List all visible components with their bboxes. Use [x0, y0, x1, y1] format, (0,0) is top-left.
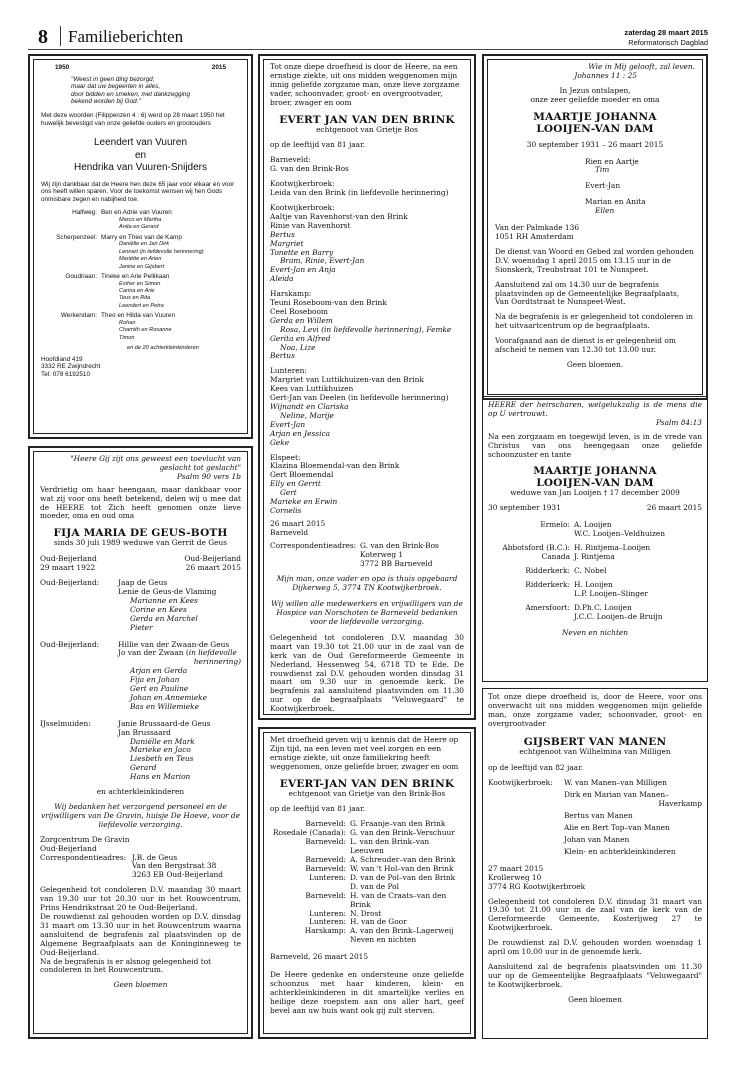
family-members	[101, 273, 169, 310]
spouse-line: echtgenoot van Wilhelmina van Milligen	[519, 746, 671, 756]
family-member-name: A. van den Brink–Lagerweij	[350, 926, 454, 936]
bible-quote: HEERE der heirscharen, welgelukzalig is de mens die op U vertrouwt. Psalm 84:13	[488, 401, 702, 427]
family-member-name: W. van 't Hol–van den Brink	[350, 863, 454, 873]
family-member-name: Bertus	[270, 229, 295, 239]
family-place: Lunteren:	[309, 908, 346, 918]
family-member-name: Tineke en Arie Pellikaan	[101, 273, 170, 281]
family-place: Barneveld:	[305, 855, 346, 865]
page-header	[28, 22, 708, 50]
family-member-name: Aleida	[270, 274, 294, 284]
family-member-name: H. van de Goor	[350, 917, 407, 927]
family-member-name: Evert-Jan	[270, 419, 306, 429]
widow-line: sinds 30 juli 1989 weduwe van Gerrit de Geus	[53, 538, 228, 548]
family-member-name: Ceel Roseboom	[270, 306, 328, 316]
family-row	[488, 604, 702, 622]
great-grandchildren: en achterkleinkinderen	[96, 787, 185, 797]
family-members	[574, 567, 606, 576]
family-group	[585, 198, 695, 216]
family-place: Ermelo:	[540, 520, 570, 530]
family-member-name: Noa, Lize	[280, 342, 316, 352]
family-member-name: Neven en nichten	[350, 935, 417, 945]
correspondence-address: Correspondentieadres: J.B. de Geus Van den Bergstraat 38 3263 EB Oud-Beijerland	[40, 852, 224, 880]
family-member-name: Gerita en Alfred	[270, 333, 331, 343]
family-group	[41, 273, 240, 310]
couple-names: Leendert van Vuuren en Hendrika van Vuuren-Snijders	[73, 137, 208, 174]
intro-text: Met droefheid geven wij u kennis dat de Heere op Zijn tijd, na een leven met veel zorgen en een ernstige ziekte, uit onze familiekring heeft weggenomen, onze geliefde broer, zwager en oom	[270, 735, 459, 771]
grandchild-name: Lennart (in liefdevolle herinnering)	[119, 248, 204, 255]
family-place: Lunteren:	[309, 917, 346, 927]
grandchild-name: Corine en Kees	[130, 604, 187, 614]
family-member-name: G. van den Brink-Bos	[270, 164, 349, 174]
fija-obituary	[28, 446, 253, 1039]
family-member-name: H. Looijen	[574, 579, 613, 589]
age-line: op de leeftijd van 81 jaar.	[270, 140, 366, 150]
laid-out-note: Mijn man, onze vader en opa is thuis opgebaard Dijkerweg 5, 3774 TN Kootwijkerbroek.	[276, 574, 458, 593]
family-member-name: G. Fraanje–van den Brink	[350, 819, 446, 829]
grandchild-name: Esther en Simon	[119, 280, 161, 287]
grandchild-name: Hans en Marion	[130, 772, 191, 782]
family-row	[488, 581, 702, 599]
family-member-name: Tonette en Barry	[270, 247, 334, 257]
family-group	[270, 156, 464, 174]
family-group	[40, 579, 241, 632]
family-member-name: Cornelis	[270, 505, 302, 515]
intro-text: Tot onze diepe droefheid is, door de Heere, voor ons onverwacht uit ons midden weggenomen mijn geliefde man, onze zorgzame vader, schoonvader, groot- en overgrootvader	[488, 693, 702, 728]
family-members	[574, 581, 648, 599]
bible-quote: "Weest in geen ding bezorgd; maar dat uw begeerten in alles, door bidden en smeken, met dankzegging bekend worden bij God."	[71, 75, 191, 106]
family-place: Canada	[541, 551, 570, 561]
grandchild-name: Daniëlle en Jan Dirk	[119, 241, 170, 248]
spouse-line: echtgenoot van Grietje Bos	[316, 124, 418, 134]
family-members	[118, 579, 241, 632]
family-group	[270, 367, 464, 447]
family-member-name: Neline, Marije	[280, 410, 334, 420]
family-list: Kootwijkerbroek: W. van Manen–van Milligen Dirk en Marian van Manen– Haverkamp Bertus van Manen Alie en Bert Top–van Manen Johan van Manen Klein- en achterkleinkinderen	[488, 778, 702, 856]
date-place: 26 maart 2015 Barneveld	[270, 518, 326, 537]
grandchild-name: Ellen	[595, 206, 615, 216]
family-member-name: Hillie van der Zwaan-de Geus	[118, 639, 230, 649]
deceased-name: GIJSBERT VAN MANEN	[523, 735, 667, 748]
section-title: Familieberichten	[68, 27, 184, 46]
condolence-info: Gelegenheid tot condoleren D.V. maandag 30 maart van 19.30 tot 21.00 uur in de zaal van de kerk van de Oud Gereformeerde Gemeente in Nederland, Hessenweg 54, 6718 TD te Ede. De rouwdienst zal D.V. gehouden worden dinsdag 31 maart om 9.30 uur in genoemde kerk. De begrafenis zal aansluitend plaatsvinden om 11.30 uur op de begraafplaats "Veluwegaard" te Kootwijkerbroek.	[270, 632, 464, 714]
widow-line: weduwe van Jan Looijen † 17 december 2009	[510, 488, 680, 498]
family-place: Rosedale (Canada):	[272, 828, 346, 838]
age-line: op de leeftijd van 82 jaar.	[488, 762, 584, 772]
family-group	[41, 209, 240, 231]
evert-jan-obituary-siblings	[258, 727, 476, 1039]
family-member-name: Margriet	[270, 238, 304, 248]
family-group	[270, 204, 464, 284]
life-dates: 30 september 1931 – 26 maart 2015	[526, 139, 664, 149]
grandchild-name: Marianne en Kees	[130, 595, 198, 605]
maartje-obituary-family	[482, 54, 708, 400]
grandchild-name: Arjan en Gerda	[130, 666, 188, 676]
spouse-line: echtgenoot van Grietje van den Brink-Bos	[288, 788, 446, 798]
intro-text: Tot onze diepe droefheid is door de Heere, na een ernstige ziekte, uit ons midden weggenomen mijn innig geliefde zorgzame man, onze lieve zorgzame vader, schoonvader, groot- en overgrootvader, broer, zwager en oom	[270, 62, 460, 107]
family-member-name: Gert Bloemendal	[270, 470, 334, 480]
family-members	[574, 553, 615, 562]
family-member-name: Lenie de Geus-de Vlaming	[118, 586, 217, 596]
family-member-name: L. van den Brink–van Leeuwen	[350, 837, 430, 856]
family-row	[270, 892, 464, 910]
family-place: Barneveld:	[270, 155, 311, 165]
family-member-name: Klazina Bloemendal-van den Brink	[270, 461, 400, 471]
family-group	[41, 312, 240, 342]
family-member-name: Evert-Jan	[585, 181, 621, 191]
grandchild-name: Johan en Annemieke	[130, 692, 207, 702]
family-member-name: Gerda en Willem	[270, 315, 333, 325]
birth-death-dates: Oud-Beijerland 29 maart 1922 Oud-Beijerland 26 maart 2015	[40, 554, 241, 573]
memorial-note: herinnering)	[193, 657, 241, 667]
no-flowers: Geen bloemen.	[566, 359, 624, 369]
great-grandchildren: en de 20 achterkleinkinderen	[127, 345, 199, 352]
family-group	[41, 234, 240, 271]
family-member-name: G. van den Brink–Verschuur	[350, 828, 455, 838]
family-list	[41, 209, 240, 342]
grandchild-name: Liesbeth en Teus	[130, 754, 194, 764]
date-place: Barneveld, 26 maart 2015	[270, 952, 369, 962]
life-dates: 30 september 1931 26 maart 2015	[488, 503, 702, 513]
deceased-name: EVERT-JAN VAN DEN BRINK	[279, 777, 455, 790]
family-member-name: A. Schreuder–van den Brink	[350, 855, 456, 865]
family-member-name: Rien en Aartje	[585, 156, 639, 166]
condolence-info: Na de begrafenis is er gelegenheid tot condoleren in het uitvaartcentrum op de begraafplaats.	[495, 312, 694, 331]
family-group	[270, 290, 464, 361]
correspondence-address: Correspondentieadres: G. van den Brink-Bos Koterweg 1 3772 BB Barneveld	[270, 540, 439, 568]
family-row	[488, 567, 702, 576]
family-member-name: Marieke en Erwin	[270, 497, 338, 507]
deceased-name: EVERT JAN VAN DEN BRINK	[279, 113, 455, 126]
care-home: Zorgcentrum De Gravin Oud-Beijerland	[40, 834, 130, 853]
burial-info: Aansluitend zal om 14.30 uur de begrafenis plaatsvinden op de Gemeentelijke Begraafplaats, Van Oordtstraat te Nunspeet-West.	[495, 279, 680, 307]
family-group	[40, 720, 241, 782]
family-list	[270, 156, 464, 516]
farewell-info: Voorafgaand aan de dienst is er gelegenheid om afscheid te nemen van 12.30 tot 13.00 uur.	[495, 336, 676, 355]
family-member-name: Evert-Jan en Anja	[270, 265, 336, 275]
family-member-name: Bram, Rinie, Evert-Jan	[280, 256, 365, 266]
family-group	[585, 158, 695, 176]
family-place: Barneveld:	[305, 863, 346, 873]
family-row	[488, 553, 702, 562]
bible-quote: "Heere Gij zijt ons geweest een toevlucht van geslacht tot geslacht" Psalm 90 vers 1b	[70, 454, 241, 481]
family-member-name: Arjan en Jessica	[270, 428, 330, 438]
family-place: Kootwijkerbroek:	[270, 179, 335, 189]
family-place: Lunteren:	[270, 366, 307, 376]
family-member-name: H. van de Craats–van den Brink	[350, 890, 447, 909]
family-member-name: Geke	[270, 437, 290, 447]
family-place: Abbotsford (B.C.):	[502, 543, 570, 553]
family-member-name: Elly en Gerrit	[270, 479, 321, 489]
condolence-info: Gelegenheid tot condoleren D.V. maandag 30 maart van 19.30 uur tot 20.30 uur in het Rouwcentrum, Prins Hendrikstraat 20 te Oud-Beijerland.	[40, 885, 241, 913]
family-list	[270, 820, 464, 945]
family-place: IJsselmuiden:	[40, 718, 91, 728]
family-member-name: Ben en Adrie van Vuuren	[101, 209, 172, 217]
family-member-name: J.C.C. Looijen–de Bruijn	[574, 611, 663, 621]
grandchild-name: Fija en Johan	[130, 675, 180, 685]
grandchild-name: Leendert en Petra	[119, 302, 164, 309]
family-place: Elspeet:	[270, 452, 301, 462]
age-line: op de leeftijd van 81 jaar.	[270, 803, 366, 813]
family-member-name: Janie Brussaard-de Geus	[118, 718, 211, 728]
thanks-text: Wij bedanken het verzorgend personeel en de vrijwilligers van De Gravin, huisje De Hoeve, voor de liefdevolle verzorging.	[40, 802, 241, 829]
grandchild-name: Daniëlle en Mark	[130, 736, 195, 746]
deceased-name: MAARTJE JOHANNA LOOIJEN-VAN DAM	[533, 110, 657, 135]
family-member-name: Wijnandt en Clariska	[270, 402, 349, 411]
grandchild-name: Gerda en Marchel	[130, 613, 198, 623]
family-member-name: Rosa, Levi (in liefdevolle herinnering), Femke	[280, 324, 452, 334]
family-member-name: Jo van der Zwaan (in liefdevolle	[118, 648, 237, 658]
gijsbert-obituary	[482, 688, 708, 1039]
family-place: Barneveld:	[305, 837, 346, 847]
closing-text: De Heere gedenke en ondersteune onze geliefde schoonzus met haar kinderen, klein- en achterkleinkinderen in dit smartelijke verlies en heilige deze roepstem aan ons aller hart, geef bevel aan uw huis want ook gij zult sterven.	[270, 970, 464, 1015]
family-place: Barneveld:	[305, 819, 346, 829]
bible-quote: Wie in Mij gelooft, zal leven. Johannes 11 : 25	[574, 62, 695, 80]
family-place: Scherpenzeel:	[56, 233, 97, 241]
grandchild-name: Bas en Willemieke	[130, 701, 199, 711]
family-member-name: J. Rintjema	[574, 551, 615, 561]
grandchild-name: Marco en Martha	[119, 217, 162, 224]
family-place: Harskamp:	[304, 926, 346, 936]
family-member-name: A. Looijen	[574, 520, 612, 530]
family-place: Werkendam:	[60, 312, 97, 320]
family-group	[270, 180, 464, 198]
home-address: Van der Palmkade 136 1051 RH Amsterdam	[495, 223, 580, 241]
family-members	[574, 521, 665, 539]
anniversary-announcement	[28, 54, 253, 439]
family-place: Ridderkerk:	[525, 565, 570, 575]
family-member-name: Jaap de Geus	[118, 578, 168, 588]
family-member-name: Leida van den Brink (in liefdevolle herinnering)	[270, 188, 449, 198]
year-start: 1950	[55, 64, 70, 71]
intro-text: Verdrietig om haar heengaan, maar dankbaar voor wat zij voor ons heeft betekend, delen wij u mee dat de HEERE tot Zich heeft genomen onze lieve moeder, oma en oud oma	[40, 484, 241, 521]
memorial-note: in liefdevolle	[188, 648, 237, 658]
family-members	[574, 604, 662, 622]
intro-text: In Jezus ontslapen, onze zeer geliefde moeder en oma	[530, 85, 660, 104]
evert-jan-obituary-family	[258, 54, 476, 720]
intro-text: Met deze woorden (Filippenzen 4 : 6) werd op 28 maart 1950 het huwelijk bevestigd van onze geliefde ouders en grootouders	[41, 111, 225, 127]
family-group	[585, 182, 695, 191]
family-member-name: D.Ph.C. Looijen	[574, 602, 632, 612]
family-member-name: W.C. Looijen–Veldhuizen	[574, 529, 666, 539]
home-address: 27 maart 2015 Krollerweg 10 3774 RG Kootwijkerbroek	[488, 863, 586, 891]
family-place: Lunteren:	[309, 872, 346, 882]
home-address: Hoofdland 419 3332 RE Zwijndrecht Tel: 078 6192510	[41, 355, 101, 378]
burial-info: Aansluitend zal de begrafenis plaatsvinden om 11.30 uur op de Gemeentelijke Begraafplaats "Veluwegaard" te Kootwijkerbroek.	[488, 961, 702, 989]
family-member-name: Aaltje van Ravenhorst-van den Brink	[270, 211, 408, 221]
family-list	[495, 158, 695, 217]
family-member-name: Kees van Luttikhuizen	[270, 384, 354, 394]
family-place: Oud-Beijerland:	[40, 578, 100, 588]
after-funeral-note: Na de begrafenis is er alsnog gelegenheid tot condoleren in het Rouwcentrum.	[40, 956, 212, 975]
grandchild-name: Mariëtte en Arien	[119, 256, 162, 263]
funeral-info: De rouwdienst zal gehouden worden op D.V. dinsdag 31 maart om 13.30 uur in het Rouwcentrum waarna aansluitend de begrafenis zal plaatsvinden op de Algemene Begraafplaats aan de Koninginneweg te Oud-Beijerland.	[40, 911, 241, 957]
deceased-name: MAARTJE JOHANNA LOOIJEN-VAN DAM	[533, 465, 657, 490]
family-place: Kootwijkerbroek:	[270, 202, 335, 212]
family-row	[488, 521, 702, 539]
family-row	[270, 838, 464, 856]
grandchild-name: Chamith en Rosanne	[119, 327, 172, 334]
grandchild-name: Carina en Arie	[119, 288, 155, 295]
family-member-name: Jan Brussaard	[118, 727, 171, 737]
family-place: Halfweg:	[72, 209, 97, 217]
grandchild-name: Anita en Gerard	[119, 224, 159, 231]
family-group	[40, 641, 241, 712]
grandchild-name: Marieke en Jaco	[130, 745, 191, 755]
header-divider	[60, 26, 61, 46]
grandchild-name: Gert en Pauline	[130, 684, 189, 694]
family-members	[118, 720, 241, 782]
family-place: Barneveld:	[305, 890, 346, 900]
service-info: De dienst van Woord en Gebed zal worden gehouden D.V. woensdag 1 april 2015 om 13.15 uur in de Sionskerk, Treubstraat 101 te Nunspeet.	[495, 246, 694, 274]
family-member-name: Bertus	[270, 351, 295, 361]
family-member-name: C. Nobel	[574, 565, 607, 575]
family-member-name: L.P. Looijen–Slinger	[574, 588, 648, 598]
family-members	[101, 234, 204, 271]
no-flowers: Geen bloemen	[568, 994, 622, 1004]
family-members	[101, 312, 175, 342]
grandchild-name: Rohan	[119, 319, 136, 326]
issue-date: zaterdag 28 maart 2015	[624, 28, 708, 37]
member-name: Jo van der Zwaan	[118, 648, 184, 658]
grandchild-name: Tim	[595, 165, 610, 175]
family-members	[101, 209, 172, 231]
thanks-text: Wij zijn dankbaar dat de Heere hen deze 65 jaar voor elkaar en voor ons heeft willen sparen. Voor de toekomst wensen wij hen Gods onmisbare zegen en nabijheid toe.	[41, 180, 235, 203]
family-member-name: D. van de Pol	[350, 881, 399, 891]
family-row	[270, 936, 464, 945]
family-place: Ridderkerk:	[525, 579, 570, 589]
condolence-info: Gelegenheid tot condoleren D.V. dinsdag 31 maart van 19.30 tot 21.00 uur in de zaal van de kerk van de Gereformeerde Gemeente, Kosterijweg 27 te Kootwijkerbroek.	[488, 896, 702, 933]
page-number: 8	[38, 26, 48, 48]
grandchild-name: Teus en Rita	[119, 295, 151, 302]
deceased-name: FIJA MARIA DE GEUS-BOTH	[53, 527, 228, 540]
family-place: Amersfoort:	[525, 602, 570, 612]
family-member-name: Margriet van Luttikhuizen-van den Brink	[270, 375, 424, 385]
family-list	[488, 521, 702, 621]
intro-text: Na een zorgzaam en toegewijd leven, is in de vrede van Christus van ons heengegaan onze geliefde schoonzuster en tante	[488, 431, 702, 459]
family-list	[40, 579, 241, 782]
grandchild-name: Timon	[119, 334, 135, 341]
nephews-nieces: Neven en nichten	[561, 628, 629, 638]
service-info: De rouwdienst zal D.V. gehouden worden woensdag 1 april om 10.00 uur in de genoemde kerk.	[488, 938, 702, 957]
family-members	[118, 641, 241, 712]
family-member-name: Marian en Anita	[585, 197, 646, 207]
family-member-name: Marry en Theo van de Kamp	[101, 233, 182, 241]
family-member-name: Gert	[280, 488, 297, 498]
family-member-name: Teuni Roseboom-van den Brink	[270, 298, 387, 308]
maartje-obituary-relatives	[482, 396, 708, 682]
no-flowers: Geen bloemen	[113, 980, 168, 990]
family-place: Goudriaan:	[65, 273, 97, 281]
grandchild-name: Pieter	[130, 622, 153, 632]
family-place	[270, 936, 350, 945]
family-member-name: H. Rintjema–Looijen	[574, 543, 651, 553]
thanks-text: Wij willen alle medewerkers en vrijwilligers van de Hospice van Norschoten te Barneveld bedanken voor de liefdevolle verzorging.	[271, 599, 463, 627]
family-member-name: Rinie van Ravenhorst	[270, 220, 351, 230]
family-group	[270, 454, 464, 516]
family-member-name: D. van de Pol–van den Brink	[350, 872, 456, 882]
year-end: 2015	[211, 64, 226, 71]
family-member-name: Gert-Jan van Deelen (in liefdevolle herinnering)	[270, 393, 449, 403]
family-member-name: N. Drost	[350, 908, 382, 918]
family-place: Harskamp:	[270, 289, 312, 299]
newspaper-name: Reformatorisch Dagblad	[628, 38, 708, 47]
family-member-name: Theo en Hilda van Vuuren	[101, 312, 176, 320]
grandchild-name: Janine en Gijsbert	[119, 263, 165, 270]
family-place: Oud-Beijerland:	[40, 639, 100, 649]
grandchild-name: Gerard	[130, 763, 157, 773]
